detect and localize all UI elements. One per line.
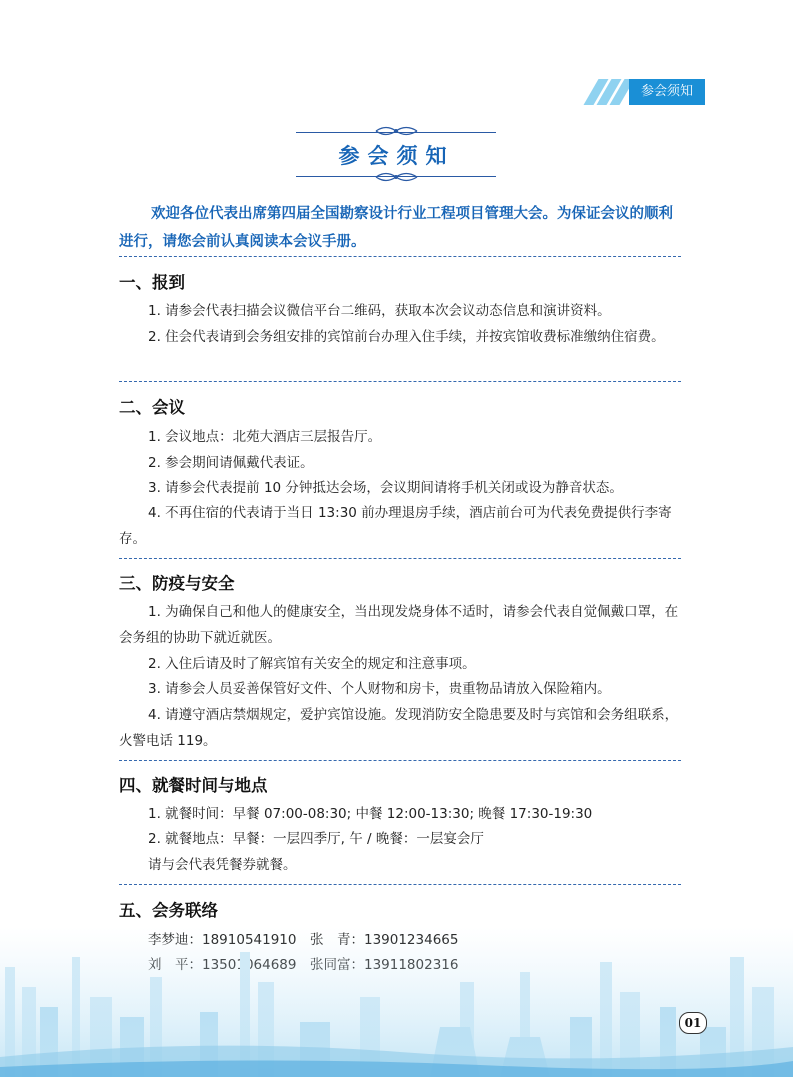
section-title: 四、就餐时间与地点	[119, 776, 268, 795]
page-title: 参会须知	[338, 143, 455, 168]
section-item: 3. 请参会代表提前 10 分钟抵达会场，会议期间请将手机关闭或设为静音状态。	[148, 480, 623, 496]
skyline-decoration-icon	[0, 927, 793, 1077]
divider	[119, 760, 681, 761]
section-title: 三、防疫与安全	[119, 574, 235, 593]
intro-text: 欢迎各位代表出席第四届全国勘察设计行业工程项目管理大会。为保证会议的顺利进行，请您会前认真阅读本会议手册。	[119, 205, 673, 250]
section-item: 2. 入住后请及时了解宾馆有关安全的规定和注意事项。	[148, 656, 476, 672]
divider	[119, 256, 681, 257]
section-item: 4. 不再住宿的代表请于当日 13:30 前办理退房手续，酒店前台可为代表免费提供行李寄存。	[119, 505, 672, 547]
section-item: 请与会代表凭餐券就餐。	[148, 857, 297, 873]
section-item: 2. 参会期间请佩戴代表证。	[148, 455, 314, 471]
section-item: 1. 会议地点：北苑大酒店三层报告厅。	[148, 429, 382, 445]
section-title: 五、会务联络	[119, 901, 218, 920]
section-title: 二、会议	[119, 398, 185, 417]
ornament-top-icon	[374, 125, 419, 137]
page-number: 01	[679, 1012, 707, 1034]
section-item: 1. 就餐时间：早餐 07:00-08:30; 中餐 12:00-13:30; 晚餐 17:30-19:30	[148, 806, 593, 822]
section-item: 4. 请遵守酒店禁烟规定，爱护宾馆设施。发现消防安全隐患要及时与宾馆和会务组联系，火警电话 119。	[119, 707, 679, 749]
section-title: 一、报到	[119, 273, 185, 292]
section-item: 1. 请参会代表扫描会议微信平台二维码，获取本次会议动态信息和演讲资料。	[148, 303, 611, 319]
divider	[119, 558, 681, 559]
header-tag	[585, 79, 705, 105]
section-item: 1. 为确保自己和他人的健康安全，当出现发烧身体不适时，请参会代表自觉佩戴口罩，在会务组的协助下就近就医。	[119, 604, 679, 646]
divider	[119, 381, 681, 382]
section-item: 2. 住会代表请到会务组安排的宾馆前台办理入住手续，并按宾馆收费标准缴纳住宿费。	[148, 329, 665, 345]
header-tag-label: 参会须知	[629, 79, 705, 105]
ornament-bottom-icon	[374, 171, 419, 183]
section-item: 2. 就餐地点：早餐：一层四季厅, 午 / 晚餐：一层宴会厅	[148, 831, 484, 847]
divider	[119, 884, 681, 885]
section-item: 3. 请参会人员妥善保管好文件、个人财物和房卡，贵重物品请放入保险箱内。	[148, 681, 611, 697]
